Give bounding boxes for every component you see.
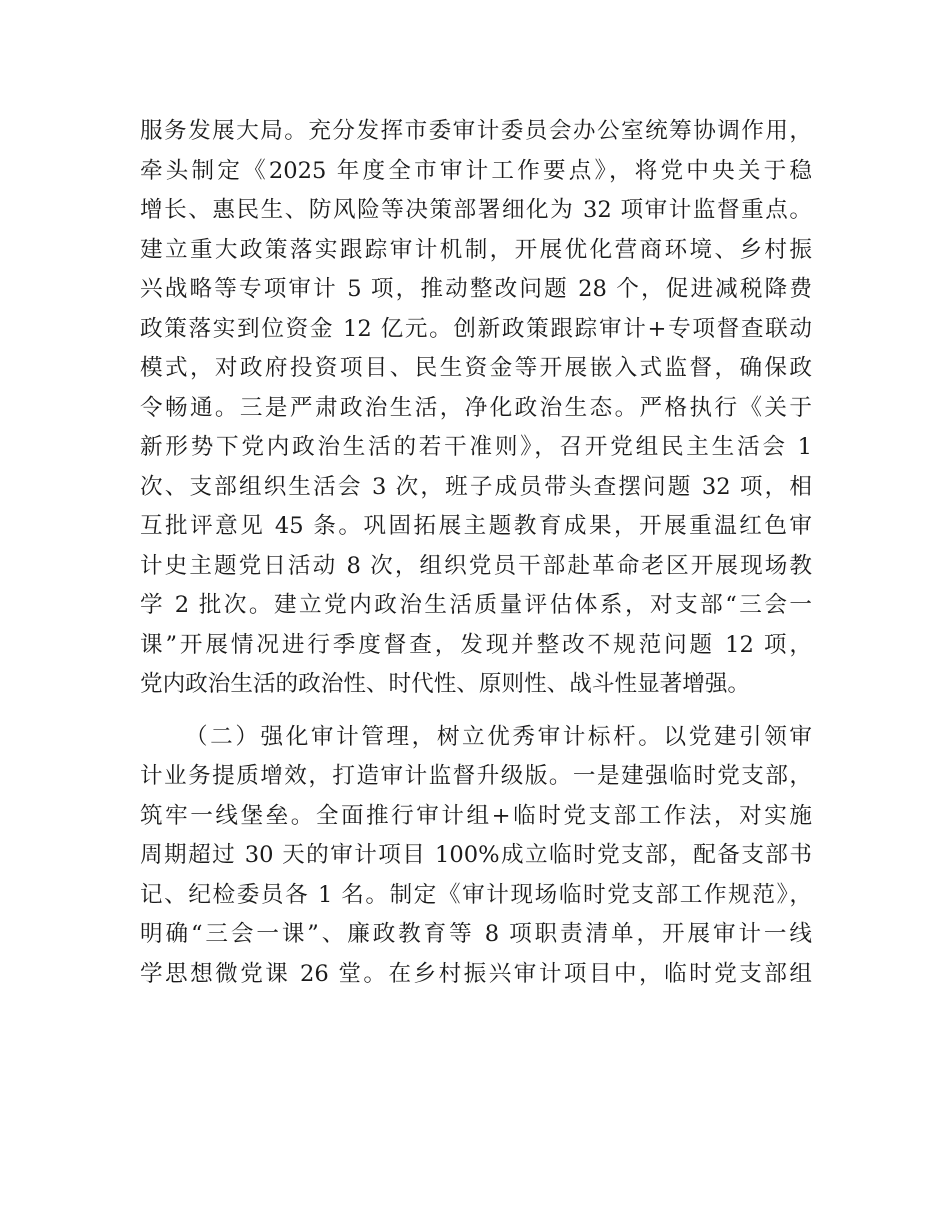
text-line: 牵头制定《2025 年度全市审计工作要点》，将党中央关于稳: [140, 157, 812, 184]
text-line: 建立重大政策落实跟踪审计机制，开展优化营商环境、乡村振: [140, 236, 812, 263]
document-body: [140, 112, 812, 994]
text-line: 服务发展大局。充分发挥市委审计委员会办公室统筹协调作用，: [140, 118, 812, 144]
paragraph-1: [140, 112, 812, 705]
text-line: 学思想微党课 26 堂。在乡村振兴审计项目中，临时党支部组: [140, 960, 812, 987]
text-line: 党内政治生活的政治性、时代性、原则性、战斗性显著增强。: [140, 671, 751, 697]
text-line: 新形势下党内政治生活的若干准则》，召开党组民主生活会 1: [140, 434, 812, 460]
text-line: 计史主题党日活动 8 次，组织党员干部赴革命老区开展现场教: [140, 552, 812, 579]
text-line: 次、支部组织生活会 3 次，班子成员带头查摆问题 32 项，相: [140, 473, 812, 500]
text-line: 增长、惠民生、防风险等决策部署细化为 32 项审计监督重点。: [140, 197, 812, 223]
text-line: 学 2 批次。建立党内政治生活质量评估体系，对支部“三会一: [140, 592, 812, 618]
text-line: 兴战略等专项审计 5 项，推动整改问题 28 个，促进减税降费: [140, 276, 812, 302]
text-line: 模式，对政府投资项目、民生资金等开展嵌入式监督，确保政: [140, 355, 812, 381]
text-line: 明确“三会一课”、廉政教育等 8 项职责清单，开展审计一线: [140, 921, 812, 947]
text-line: 课”开展情况进行季度督查，发现并整改不规范问题 12 项，: [140, 631, 812, 658]
text-line: 计业务提质增效，打造审计监督升级版。一是建强临时党支部，: [140, 763, 812, 789]
paragraph-2: [140, 718, 812, 995]
text-line: 筑牢一线堡垒。全面推行审计组+临时党支部工作法，对实施: [140, 802, 812, 829]
text-line: 令畅通。三是严肃政治生活，净化政治生态。严格执行《关于: [140, 394, 812, 421]
text-line: 记、纪检委员各 1 名。制定《审计现场临时党支部工作规范》，: [140, 881, 812, 908]
text-line: 周期超过 30 天的审计项目 100%成立临时党支部，配备支部书: [140, 842, 812, 868]
text-line: 政策落实到位资金 12 亿元。创新政策跟踪审计+专项督查联动: [140, 315, 812, 342]
section-heading-line: （二）强化审计管理，树立优秀审计标杆。以党建引领审: [185, 723, 812, 750]
text-line: 互批评意见 45 条。巩固拓展主题教育成果，开展重温红色审: [140, 513, 812, 539]
